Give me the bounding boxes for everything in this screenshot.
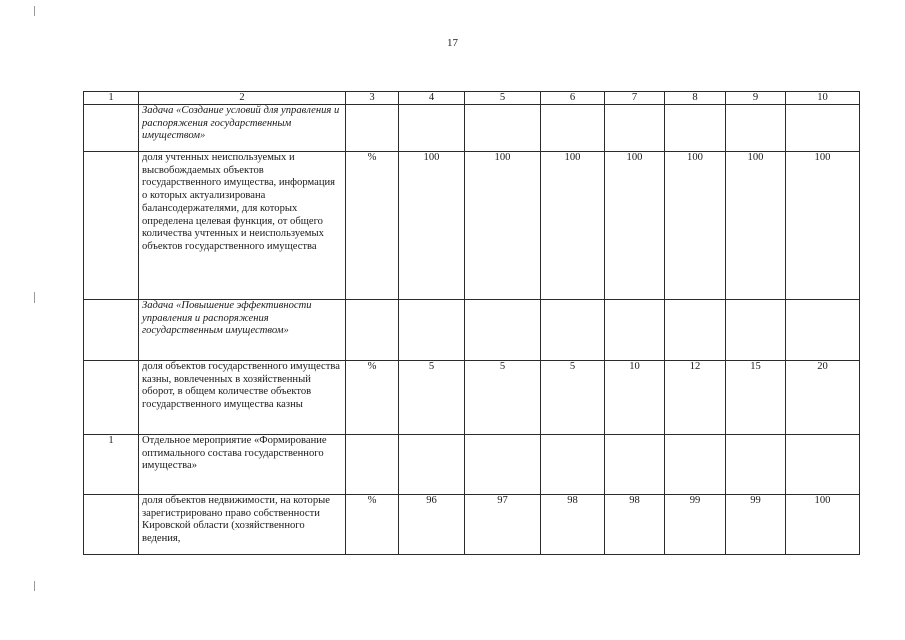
task-title-cell: Задача «Создание условий для управления и распоряжения государственным имуществом» <box>139 105 346 152</box>
value-cell <box>726 435 786 495</box>
value-cell <box>465 105 541 152</box>
value-cell <box>665 435 726 495</box>
header-cell-5: 5 <box>465 92 541 105</box>
unit-cell: % <box>346 361 399 435</box>
header-cell-8: 8 <box>665 92 726 105</box>
value-cell: 98 <box>605 495 665 555</box>
scan-edge-mark <box>34 292 35 303</box>
value-cell <box>665 105 726 152</box>
measure-row <box>84 435 860 495</box>
unit-cell <box>346 300 399 361</box>
value-cell <box>726 300 786 361</box>
indicator-description-cell: доля объектов недвижимости, на которые зарегистрировано право собственности Кировской области (хозяйственного ведения, <box>139 495 346 555</box>
indicator-description-cell: доля объектов государственного имущества казны, вовлеченных в хозяйственный оборот, в общем количестве объектов государственного имущества казны <box>139 361 346 435</box>
value-cell <box>399 300 465 361</box>
task-row <box>84 300 860 361</box>
value-cell: 100 <box>786 152 860 300</box>
value-cell <box>786 300 860 361</box>
value-cell: 100 <box>465 152 541 300</box>
value-cell <box>541 105 605 152</box>
page-number: 17 <box>447 37 458 49</box>
row-number-cell <box>84 361 139 435</box>
value-cell: 99 <box>726 495 786 555</box>
header-cell-3: 3 <box>346 92 399 105</box>
value-cell: 100 <box>786 495 860 555</box>
header-cell-10: 10 <box>786 92 860 105</box>
row-number-cell: 1 <box>84 435 139 495</box>
value-cell <box>465 435 541 495</box>
indicator-row <box>84 152 860 300</box>
header-cell-6: 6 <box>541 92 605 105</box>
value-cell: 98 <box>541 495 605 555</box>
value-cell <box>605 105 665 152</box>
value-cell: 5 <box>541 361 605 435</box>
header-row <box>84 92 860 105</box>
value-cell <box>399 435 465 495</box>
value-cell <box>541 435 605 495</box>
header-cell-1: 1 <box>84 92 139 105</box>
value-cell <box>605 435 665 495</box>
unit-cell: % <box>346 495 399 555</box>
task-row <box>84 105 860 152</box>
value-cell <box>541 300 605 361</box>
value-cell: 96 <box>399 495 465 555</box>
value-cell <box>665 300 726 361</box>
header-cell-9: 9 <box>726 92 786 105</box>
value-cell: 100 <box>605 152 665 300</box>
measure-title-cell: Отдельное мероприятие «Формирование оптимального состава государственного имущества» <box>139 435 346 495</box>
value-cell: 100 <box>399 152 465 300</box>
indicator-row <box>84 361 860 435</box>
row-number-cell <box>84 152 139 300</box>
value-cell: 100 <box>726 152 786 300</box>
value-cell: 20 <box>786 361 860 435</box>
row-number-cell <box>84 300 139 361</box>
indicator-description-cell: доля учтенных неиспользуемых и высвобождаемых объектов государственного имущества, информация о которых актуализирована балансодержателями, для которых определена целевая функция, от общего количества учтенных и неиспользуемых объектов государственного имущества <box>139 152 346 300</box>
value-cell: 100 <box>665 152 726 300</box>
value-cell <box>786 435 860 495</box>
header-cell-4: 4 <box>399 92 465 105</box>
value-cell <box>726 105 786 152</box>
value-cell: 5 <box>399 361 465 435</box>
unit-cell <box>346 435 399 495</box>
indicators-table <box>83 91 860 555</box>
indicator-row <box>84 495 860 555</box>
value-cell: 10 <box>605 361 665 435</box>
header-cell-2: 2 <box>139 92 346 105</box>
value-cell: 99 <box>665 495 726 555</box>
scan-edge-mark <box>34 581 35 591</box>
value-cell <box>399 105 465 152</box>
value-cell <box>786 105 860 152</box>
value-cell: 12 <box>665 361 726 435</box>
value-cell: 5 <box>465 361 541 435</box>
value-cell <box>605 300 665 361</box>
row-number-cell <box>84 495 139 555</box>
value-cell: 15 <box>726 361 786 435</box>
value-cell <box>465 300 541 361</box>
scan-edge-mark <box>34 6 35 16</box>
row-number-cell <box>84 105 139 152</box>
value-cell: 97 <box>465 495 541 555</box>
value-cell: 100 <box>541 152 605 300</box>
unit-cell <box>346 105 399 152</box>
task-title-cell: Задача «Повышение эффективности управления и распоряжения государственным имуществом» <box>139 300 346 361</box>
header-cell-7: 7 <box>605 92 665 105</box>
unit-cell: % <box>346 152 399 300</box>
